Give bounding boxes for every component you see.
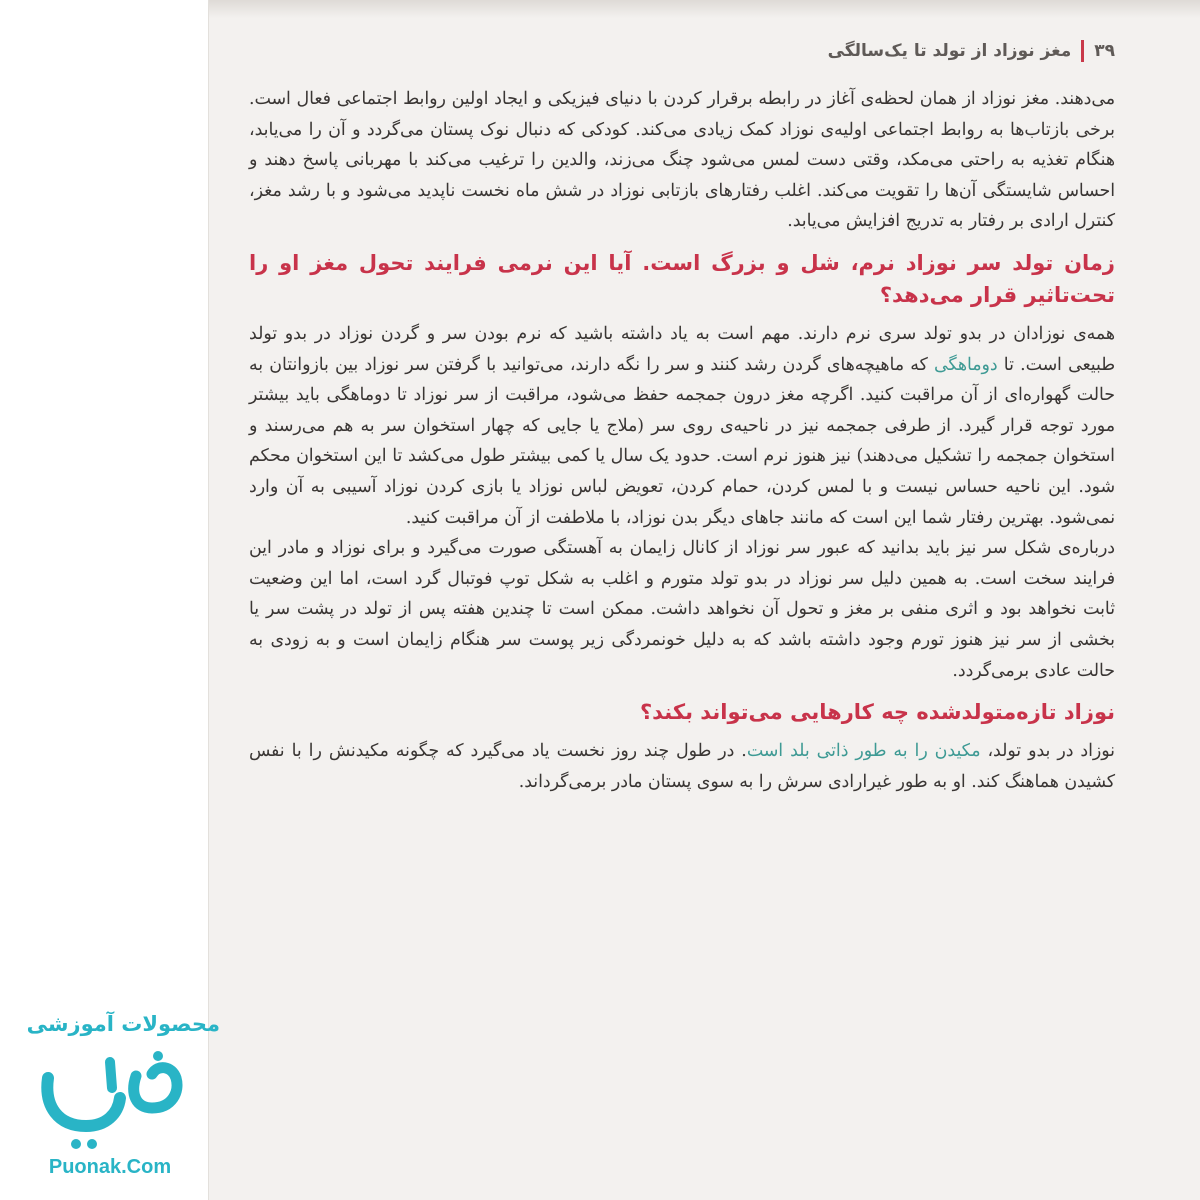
watermark-url: Puonak.Com bbox=[48, 1156, 172, 1178]
page-number: ۳۹ bbox=[1094, 41, 1115, 61]
paragraph-4 bbox=[249, 736, 1115, 797]
book-page bbox=[208, 0, 1200, 1200]
highlight-term-two-months: دوماهگی bbox=[933, 354, 998, 375]
page-top-shadow bbox=[209, 0, 1200, 18]
section-heading-1: زمان تولد سر نوزاد نرم، شل و بزرگ است. آیا این نرمی فرایند تحول مغز او را تحت‌تاثیر قرار می‌دهد؟ bbox=[249, 250, 1115, 307]
page-content bbox=[249, 84, 1115, 797]
page-header bbox=[249, 36, 1115, 66]
paragraph-3: درباره‌ی شکل سر نیز باید بدانید که عبور سر نوزاد از کانال زایمان به آهستگی صورت می‌گیرد و برای نوزاد و مادر این فرایند سخت است. به همین دلیل سر نوزاد در بدو تولد متورم و اغلب به شکل توپ فوتبال گرد است، اما این وضعیت ثابت نخواهد بود و اثری منفی بر مغز و تحول آن نخواهد داشت. ممکن است تا چندین هفته پس از تولد در پشت سر یا بخشی از سر نیز هنوز تورم وجود داشته باشد که به دلیل خونمردگی زیر پوست سر هنگام زایمان است و به زودی به حالت عادی برمی‌گردد. bbox=[249, 538, 1115, 681]
paragraph-4-part-b: . در طول چند روز نخست یاد می‌گیرد که چگونه مکیدنش را با نفس کشیدن هماهنگ کند. او به طور غیرارادی سرش را به سوی پستان مادر برمی‌گرداند. bbox=[249, 741, 1115, 792]
paragraph-4-part-a: نوزاد در بدو تولد، bbox=[980, 741, 1115, 762]
chapter-title: مغز نوزاد از تولد تا یک‌سالگی bbox=[827, 41, 1072, 61]
highlight-term-sucking: مکیدن را به طور ذاتی بلد است bbox=[746, 741, 981, 762]
paragraph-2 bbox=[249, 319, 1115, 533]
paragraph-2-part-a: همه‌ی نوزادان در بدو تولد سری نرم دارند. مهم است به یاد داشته باشید که نرم بودن سر و گردن نوزاد در بدو تولد طبیعی است. تا bbox=[249, 323, 1115, 375]
header-separator bbox=[1081, 40, 1084, 62]
watermark-brand-text: محصولات آموزشی bbox=[26, 1012, 220, 1036]
section-heading-2: نوزاد تازه‌متولدشده چه کارهایی می‌تواند بکند؟ bbox=[640, 700, 1115, 725]
paragraph-1: می‌دهند. مغز نوزاد از همان لحظه‌ی آغاز در رابطه برقرار کردن با دنیای فیزیکی و ایجاد اولین روابط اجتماعی فعال است. برخی بازتاب‌ها به روابط اجتماعی اولیه‌ی نوزاد کمک زیادی می‌کند. کودکی که دنبال نوک پستان می‌گردد و آن را می‌یابد، هنگام تغذیه به راحتی می‌مکد، وقتی دست لمس می‌شود چنگ می‌زند، والدین را ترغیب می‌کند با مهربانی پاسخ دهند و احساس شایستگی آن‌ها را تقویت می‌کند. اغلب رفتارهای بازتابی نوزاد در شش ماه نخست ناپدید می‌شود و با رشد مغز، کنترل ارادی بر رفتار به تدریج افزایش می‌یابد. bbox=[249, 89, 1115, 232]
puonak-watermark bbox=[20, 1012, 230, 1182]
puonak-logo-icon bbox=[40, 1048, 190, 1152]
paragraph-2-part-b: که ماهیچه‌های گردن رشد کنند و سر را نگه دارند، می‌توانید با گرفتن سر نوزاد بین بازوانتان به حالت گهواره‌ای از آن مراقبت کنید. اگرچه مغز درون جمجمه حفظ می‌شود، مراقبت از سر نوزاد تا دوماهگی باید بیشتر مورد توجه قرار گیرد. از طرفی جمجمه نیز در ناحیه‌ی روی سر (ملاج یا جایی که چهار استخوان سر به هم می‌رسند و استخوان جمجمه را تشکیل می‌دهند) نیز هنوز نرم است. حدود یک سال یا کمی بیشتر طول می‌کشد تا این استخوان محکم شود. این ناحیه حساس نیست و با لمس کردن، حمام کردن، تعویض لباس نوزاد یا بازی کردن نوزاد آسیبی به آن وارد نمی‌شود. بهترین رفتار شما این است که مانند جاهای دیگر بدن نوزاد، با ملاطفت از آن مراقبت کنید. bbox=[249, 354, 1115, 528]
